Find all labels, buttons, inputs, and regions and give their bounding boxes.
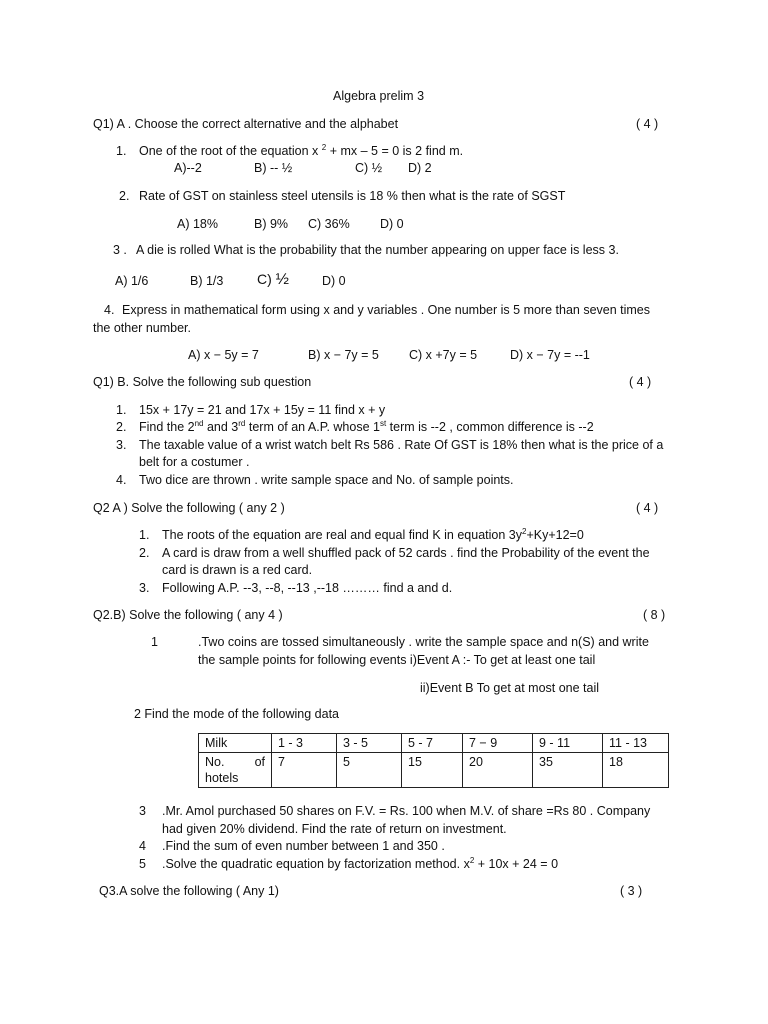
q1a-item1-option-c: C) ½ [355,161,383,175]
q1a-item2-option-d: D) 0 [380,217,404,231]
table-row-label [199,753,272,788]
row-label-part: of [254,755,265,769]
q1b-item2-number: 2. [116,420,127,434]
q1a-item4-text-line2: the other number. [93,321,191,335]
table-cell: 7 [272,753,337,788]
q1b-heading: Q1) B. Solve the following sub question [93,375,312,389]
q2b-item1-text-line3: ii)Event B To get at most one tail [420,681,600,695]
q1a-item1-option-b: B) -- ½ [254,161,293,175]
q2a-marks: ( 4 ) [636,501,659,515]
q1b-item3-text-line2: belt for a costumer . [139,455,250,469]
table-row [199,753,669,788]
table-cell: 1 - 3 [272,734,337,753]
q1b-item4-text: Two dice are thrown . write sample space and No. of sample points. [139,473,514,487]
q1a-item4-number: 4. [104,303,115,317]
q1a-item1-text: One of the root of the equation x $^2$ + mx – 5 = 0 is 2 find m. [139,142,464,158]
q1a-item4-option-a: A) x − 5y = 7 [188,348,259,362]
q2b-item3-number: 3 [139,804,146,818]
table-cell: Milk [199,734,272,753]
table-header-row [199,734,669,753]
q1a-item2-option-b: B) 9% [254,217,289,231]
table-cell: 18 [603,753,669,788]
q1a-item2-text: Rate of GST on stainless steel utensils is 18 % then what is the rate of SGST [139,189,566,203]
q1a-item4-option-c: C) x +7y = 5 [409,348,478,362]
q2a-item3-number: 3. [139,581,150,595]
q2a-heading: Q2 A ) Solve the following ( any 2 ) [93,501,285,515]
q2b-item1-number: 1 [151,635,158,649]
q1a-item2-option-a: A) 18% [177,217,218,231]
mode-data-table [198,733,669,788]
q2b-item3-text-line2: had given 20% dividend. Find the rate of return on investment. [162,822,507,836]
q2b-marks: ( 8 ) [643,608,666,622]
q1a-item2-option-c: C) 36% [308,217,350,231]
q2a-item2-text-line2: card is drawn is a red card. [162,563,313,577]
q1a-item3-number: 3 . [113,243,127,257]
q2b-item1-text-line2: the sample points for following events i)Event A :- To get at least one tail [198,653,596,667]
q2a-item2-number: 2. [139,546,150,560]
q1a-item3-option-b: B) 1/3 [190,274,224,288]
q1a-item1-option-d: D) 2 [408,161,432,175]
q1a-item1-option-a: A)--2 [174,161,202,175]
q2a-item2-text-line1: A card is draw from a well shuffled pack of 52 cards . find the Probability of the event the [162,546,650,560]
q2b-item4-text: .Find the sum of even number between 1 and 350 . [162,839,445,853]
q2b-item4-number: 4 [139,839,146,853]
q1b-item3-number: 3. [116,438,127,452]
table-cell: 20 [463,753,533,788]
table-cell: 15 [402,753,463,788]
row-label-part: hotels [205,771,239,785]
q1b-item4-number: 4. [116,473,127,487]
table-cell: 7 − 9 [463,734,533,753]
q2a-item3-text: Following A.P. --3, --8, --13 ,--18 ……… find a and d. [162,581,453,595]
q1a-item3-option-a: A) 1/6 [115,274,149,288]
q1a-item3-option-c: C) ½ [257,271,290,288]
q2b-item5-text: .Solve the quadratic equation by factorization method. $x^2 + 10x + 24 = 0$ [162,855,559,871]
table-cell: 5 [337,753,402,788]
table-cell: 3 - 5 [337,734,402,753]
q1a-marks: ( 4 ) [636,117,659,131]
table-cell: 35 [533,753,603,788]
q2b-heading: Q2.B) Solve the following ( any 4 ) [93,608,283,622]
page-title: Algebra prelim 3 [333,89,425,103]
q1a-heading: Q1) A . Choose the correct alternative and the alphabet [93,117,399,131]
q2b-item5-number: 5 [139,857,146,871]
q1b-marks: ( 4 ) [629,375,652,389]
q3a-marks: ( 3 ) [620,884,643,898]
table-cell: 11 - 13 [603,734,669,753]
table-cell: 9 - 11 [533,734,603,753]
q1b-item2-text: Find the 2nd and 3rd term of an A.P. whose 1st term is --2 , common difference is --2 [139,418,594,434]
q1a-item2-number: 2. [119,189,130,203]
q1a-item4-text-line1: Express in mathematical form using x and y variables . One number is 5 more than seven times [122,303,651,317]
q2b-item1-text-line1: .Two coins are tossed simultaneously . write the sample space and n(S) and write [198,635,649,649]
q1a-item3-option-d: D) 0 [322,274,346,288]
q1a-item4-option-b: B) x − 7y = 5 [308,348,379,362]
q1a-item3-text: A die is rolled What is the probability that the number appearing on upper face is less 3. [136,243,619,257]
q1b-item1-number: 1. [116,403,127,417]
q2b-item3-text-line1: .Mr. Amol purchased 50 shares on F.V. = Rs. 100 when M.V. of share =Rs 80 . Company [162,804,651,818]
q1b-item1-text: 15x + 17y = 21 and 17x + 15y = 11 find x + y [139,403,386,417]
q2b-item2-text: 2 Find the mode of the following data [134,707,339,721]
q2a-item1-number: 1. [139,528,150,542]
q3a-heading: Q3.A solve the following ( Any 1) [99,884,279,898]
row-label-part: No. [205,755,225,769]
q1a-item4-option-d: D) x − 7y = --1 [510,348,590,362]
q2a-item1-text: The roots of the equation are real and equal find K in equation $3y^2+Ky+12=0$ [162,526,584,542]
table-cell: 5 - 7 [402,734,463,753]
q1b-item3-text-line1: The taxable value of a wrist watch belt Rs 586 . Rate Of GST is 18% then what is the price of a [139,438,664,452]
q1a-item1-number: 1. [116,144,127,158]
